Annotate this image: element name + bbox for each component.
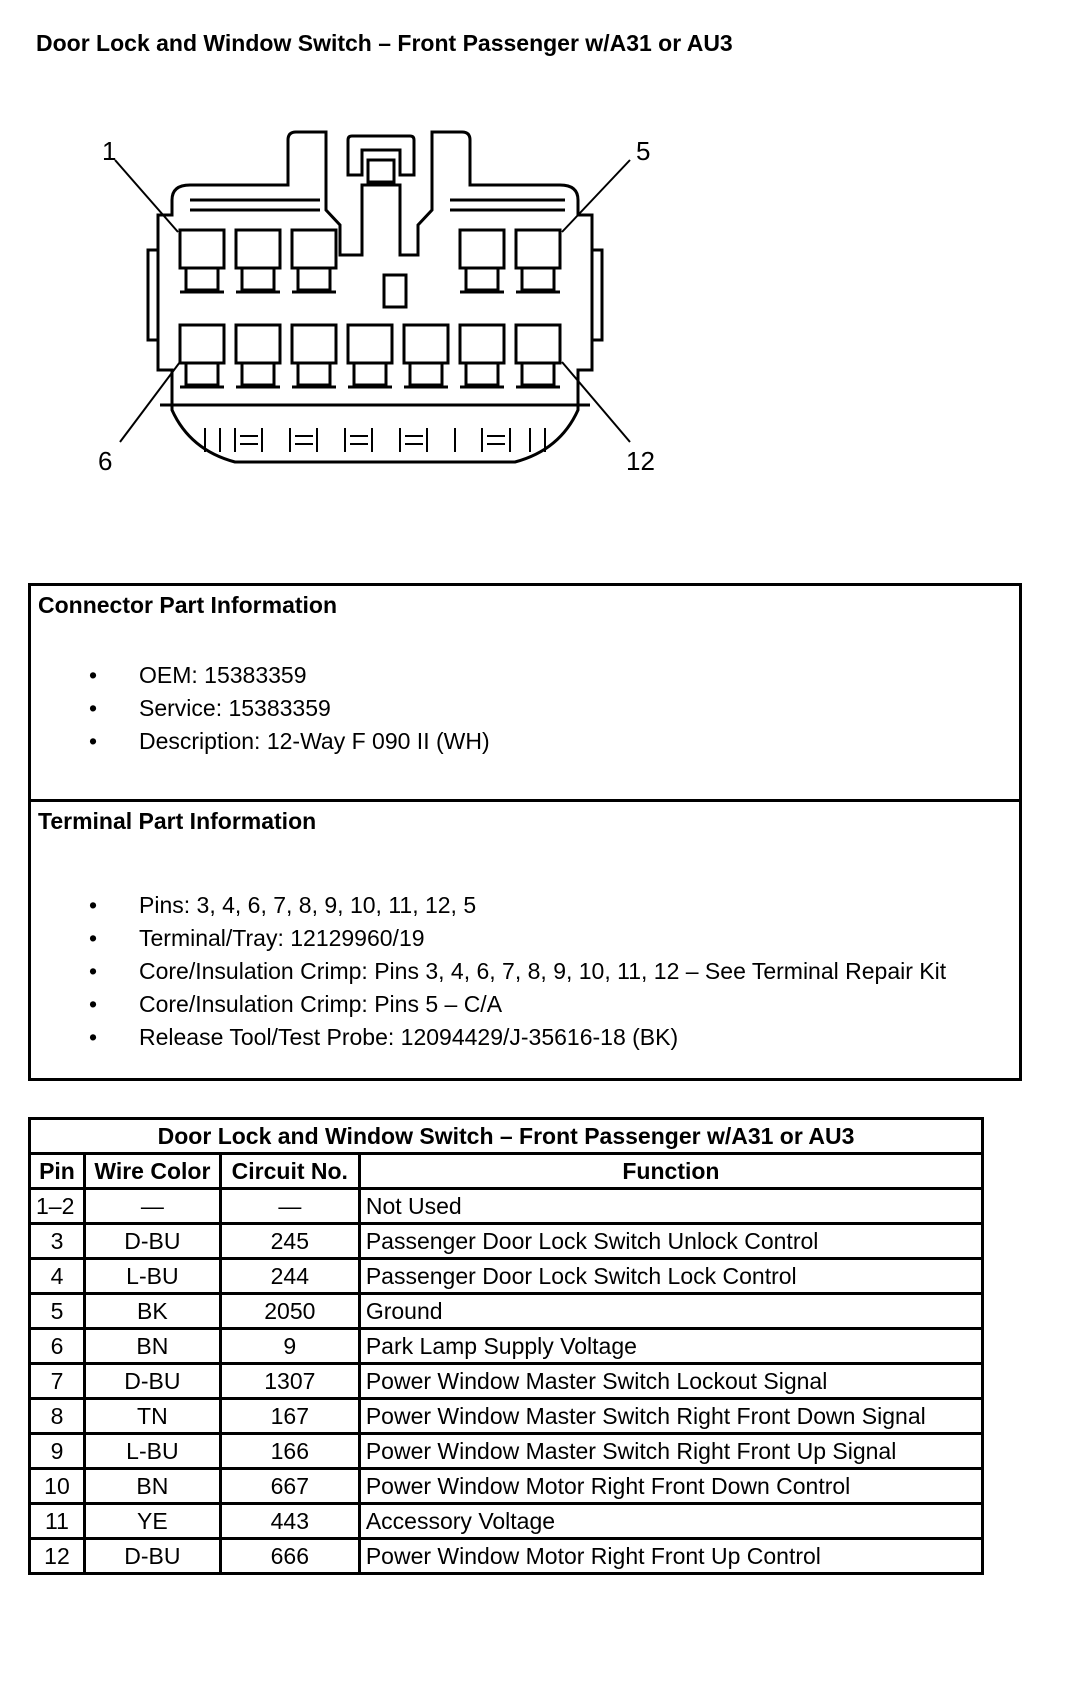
- bullet: •: [89, 925, 98, 951]
- bullet: •: [89, 991, 98, 1017]
- connector-info-list: [31, 662, 490, 761]
- circuit-cell: 666: [220, 1539, 359, 1574]
- table-row: [30, 1434, 983, 1469]
- pin-cell: 5: [30, 1294, 85, 1329]
- wire-color-cell: L-BU: [84, 1434, 220, 1469]
- function-cell: Power Window Master Switch Right Front Up Signal: [359, 1434, 982, 1469]
- table-header-row: [30, 1154, 983, 1189]
- function-cell: Not Used: [359, 1189, 982, 1224]
- pin-cell: 1–2: [30, 1189, 85, 1224]
- circuit-cell: 9: [220, 1329, 359, 1364]
- wire-color-cell: BK: [84, 1294, 220, 1329]
- function-cell: Passenger Door Lock Switch Unlock Control: [359, 1224, 982, 1259]
- wire-color-cell: D-BU: [84, 1364, 220, 1399]
- list-item: • Pins: 3, 4, 6, 7, 8, 9, 10, 11, 12, 5: [89, 892, 477, 918]
- bullet: •: [89, 662, 98, 688]
- list-item: • OEM: 15383359: [89, 662, 307, 688]
- connector-diagram: [0, 0, 720, 500]
- table-row: [30, 1504, 983, 1539]
- wire-color-cell: D-BU: [84, 1539, 220, 1574]
- table-row: [30, 1294, 983, 1329]
- list-item: • Description: 12-Way F 090 II (WH): [89, 728, 490, 754]
- pin-cell: 7: [30, 1364, 85, 1399]
- table-title: Door Lock and Window Switch – Front Passenger w/A31 or AU3: [30, 1119, 983, 1154]
- list-item: • Core/Insulation Crimp: Pins 3, 4, 6, 7, 8, 9, 10, 11, 12 – See Terminal Repair Kit: [89, 958, 947, 984]
- table-row: [30, 1469, 983, 1504]
- table-row: [30, 1259, 983, 1294]
- table-row: [30, 1364, 983, 1399]
- function-cell: Power Window Motor Right Front Up Control: [359, 1539, 982, 1574]
- bullet: •: [89, 958, 98, 984]
- bullet: •: [89, 728, 98, 754]
- pin-cell: 9: [30, 1434, 85, 1469]
- table-title-row: [30, 1119, 983, 1154]
- table-row: [30, 1539, 983, 1574]
- function-cell: Accessory Voltage: [359, 1504, 982, 1539]
- pin-label-12: 12: [626, 446, 655, 476]
- wire-color-cell: BN: [84, 1329, 220, 1364]
- circuit-cell: 245: [220, 1224, 359, 1259]
- function-cell: Passenger Door Lock Switch Lock Control: [359, 1259, 982, 1294]
- circuit-cell: 166: [220, 1434, 359, 1469]
- function-cell: Ground: [359, 1294, 982, 1329]
- pin-cell: 3: [30, 1224, 85, 1259]
- pin-cell: 8: [30, 1399, 85, 1434]
- terminal-info-list: [31, 892, 946, 1057]
- list-item: • Service: 15383359: [89, 695, 331, 721]
- list-item: • Terminal/Tray: 12129960/19: [89, 925, 425, 951]
- wire-color-cell: YE: [84, 1504, 220, 1539]
- page-title: Door Lock and Window Switch – Front Passenger w/A31 or AU3: [36, 30, 733, 56]
- circuit-cell: 443: [220, 1504, 359, 1539]
- pin-cell: 11: [30, 1504, 85, 1539]
- terminal-info-heading: Terminal Part Information: [38, 808, 317, 834]
- function-cell: Power Window Master Switch Right Front Down Signal: [359, 1399, 982, 1434]
- circuit-cell: —: [220, 1189, 359, 1224]
- pin-label-5: 5: [636, 136, 651, 166]
- table-row: [30, 1189, 983, 1224]
- column-header: Function: [359, 1154, 982, 1189]
- terminal-info-section: [31, 802, 1019, 1078]
- circuit-cell: 2050: [220, 1294, 359, 1329]
- wire-color-cell: D-BU: [84, 1224, 220, 1259]
- column-header: Pin: [30, 1154, 85, 1189]
- pin-cell: 6: [30, 1329, 85, 1364]
- circuit-cell: 244: [220, 1259, 359, 1294]
- circuit-cell: 167: [220, 1399, 359, 1434]
- wire-color-cell: —: [84, 1189, 220, 1224]
- list-item: • Core/Insulation Crimp: Pins 5 – C/A: [89, 991, 503, 1017]
- function-cell: Park Lamp Supply Voltage: [359, 1329, 982, 1364]
- list-item: • Release Tool/Test Probe: 12094429/J-35616-18 (BK): [89, 1024, 679, 1050]
- pin-label-6: 6: [98, 446, 113, 476]
- pin-cell: 10: [30, 1469, 85, 1504]
- wire-color-cell: BN: [84, 1469, 220, 1504]
- column-header: Wire Color: [84, 1154, 220, 1189]
- table-row: [30, 1329, 983, 1364]
- function-cell: Power Window Motor Right Front Down Control: [359, 1469, 982, 1504]
- function-cell: Power Window Master Switch Lockout Signal: [359, 1364, 982, 1399]
- bullet: •: [89, 695, 98, 721]
- bullet: •: [89, 892, 98, 918]
- circuit-cell: 1307: [220, 1364, 359, 1399]
- bullet: •: [89, 1024, 98, 1050]
- table-row: [30, 1399, 983, 1434]
- pin-cell: 4: [30, 1259, 85, 1294]
- table-row: [30, 1224, 983, 1259]
- connector-info-heading: Connector Part Information: [38, 592, 338, 618]
- pin-label-1: 1: [102, 136, 117, 166]
- wire-color-cell: TN: [84, 1399, 220, 1434]
- circuit-cell: 667: [220, 1469, 359, 1504]
- wire-color-cell: L-BU: [84, 1259, 220, 1294]
- pin-cell: 12: [30, 1539, 85, 1574]
- connector-info-section: [31, 586, 1019, 802]
- part-info-box: [28, 583, 1022, 1081]
- pin-table-body: [30, 1189, 983, 1574]
- column-header: Circuit No.: [220, 1154, 359, 1189]
- pin-table: [28, 1117, 984, 1575]
